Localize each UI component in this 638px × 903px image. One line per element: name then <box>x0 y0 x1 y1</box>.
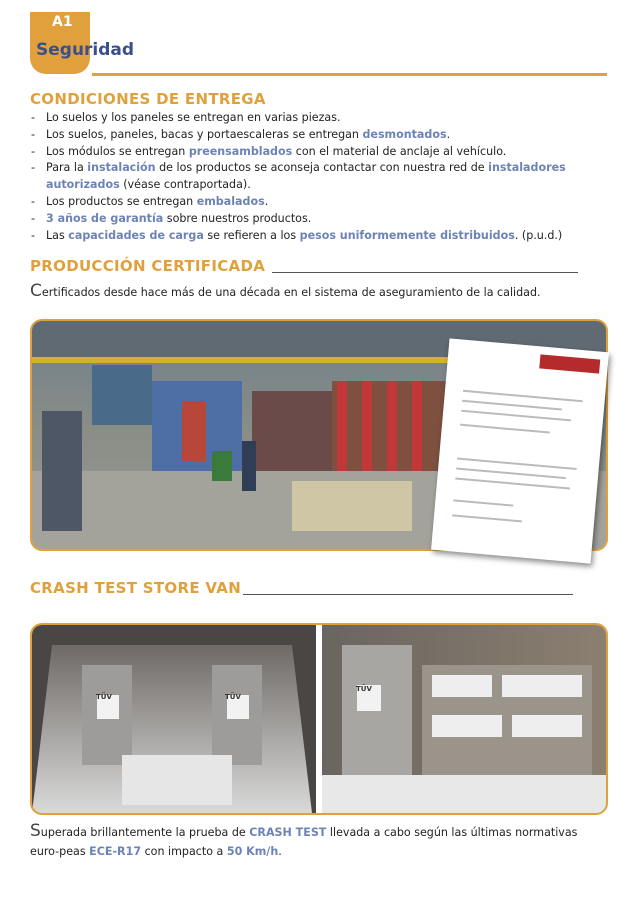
item-text: . <box>446 127 451 141</box>
item-text: Para la <box>46 161 88 175</box>
conditions-heading: CONDICIONES DE ENTREGA <box>30 90 266 108</box>
crash-test-photo <box>30 623 608 815</box>
highlight-text: CRASH TEST <box>249 826 327 839</box>
crash-text <box>30 822 610 861</box>
tuv-label-left: TÜV <box>96 693 112 701</box>
highlight-text: 50 Km/h <box>226 845 279 858</box>
item-text: Los suelos, paneles, bacas y portaescaleras se entregan <box>46 127 363 141</box>
crash-dropcap: S <box>30 821 41 841</box>
highlight-text: pesos uniformemente distribuidos <box>299 228 515 242</box>
highlight-text: preensamblados <box>188 144 293 158</box>
production-heading: PRODUCCIÓN CERTIFICADA <box>30 257 266 275</box>
item-text: . <box>264 194 269 208</box>
production-text-body: ertificados desde hace más de una década en el sistema de aseguramiento de la calidad. <box>41 286 541 299</box>
conditions-item <box>30 110 605 127</box>
conditions-item <box>30 144 605 161</box>
item-text: . (p.u.d.) <box>514 228 563 242</box>
conditions-item <box>30 160 605 194</box>
certificate-image <box>431 338 609 563</box>
item-text: Las <box>46 228 69 242</box>
conditions-item <box>30 127 605 144</box>
highlight-text: instaladores autorizados <box>46 161 566 192</box>
crash-text-part: uperada brillantemente la prueba de <box>40 826 250 839</box>
item-text: sobre nuestros productos. <box>163 211 312 225</box>
section-title: Seguridad <box>36 40 135 60</box>
crash-text-part: . <box>278 845 282 858</box>
item-text: Lo suelos y los paneles se entregan en varias piezas. <box>46 111 341 124</box>
highlight-text: embalados <box>196 194 265 208</box>
production-text <box>30 282 610 302</box>
highlight-text: instalación <box>87 161 156 175</box>
item-text: se refieren a los <box>203 228 300 242</box>
highlight-text: ECE-R17 <box>89 845 142 858</box>
header-rule <box>92 73 607 76</box>
highlight-text: 3 años de garantía <box>46 211 164 225</box>
conditions-list <box>30 110 605 244</box>
production-dropcap: C <box>30 281 42 301</box>
highlight-text: capacidades de carga <box>68 228 204 242</box>
crash-heading-rule <box>243 594 573 595</box>
item-text: (véase contraportada). <box>119 178 251 192</box>
item-text: Los módulos se entregan <box>46 144 189 158</box>
conditions-item <box>30 194 605 211</box>
section-code: A1 <box>52 14 73 30</box>
crash-text-part: llevada a cabo según las últimas normativas euro-peas <box>30 826 578 858</box>
item-text: con el material de anclaje al vehículo. <box>292 144 507 158</box>
tuv-label-center: TÜV <box>225 693 241 701</box>
conditions-item <box>30 211 605 228</box>
tuv-label-right: TÜV <box>356 685 372 693</box>
item-text: de los productos se aconseja contactar con nuestra red de <box>155 161 489 175</box>
production-heading-rule <box>272 272 578 273</box>
crash-text-part: con impacto a <box>141 845 227 858</box>
certificate-logo-bar <box>539 354 600 373</box>
item-text: Los productos se entregan <box>46 194 197 208</box>
conditions-item <box>30 228 605 245</box>
crash-heading: CRASH TEST STORE VAN <box>30 579 242 597</box>
highlight-text: desmontados <box>362 127 447 141</box>
